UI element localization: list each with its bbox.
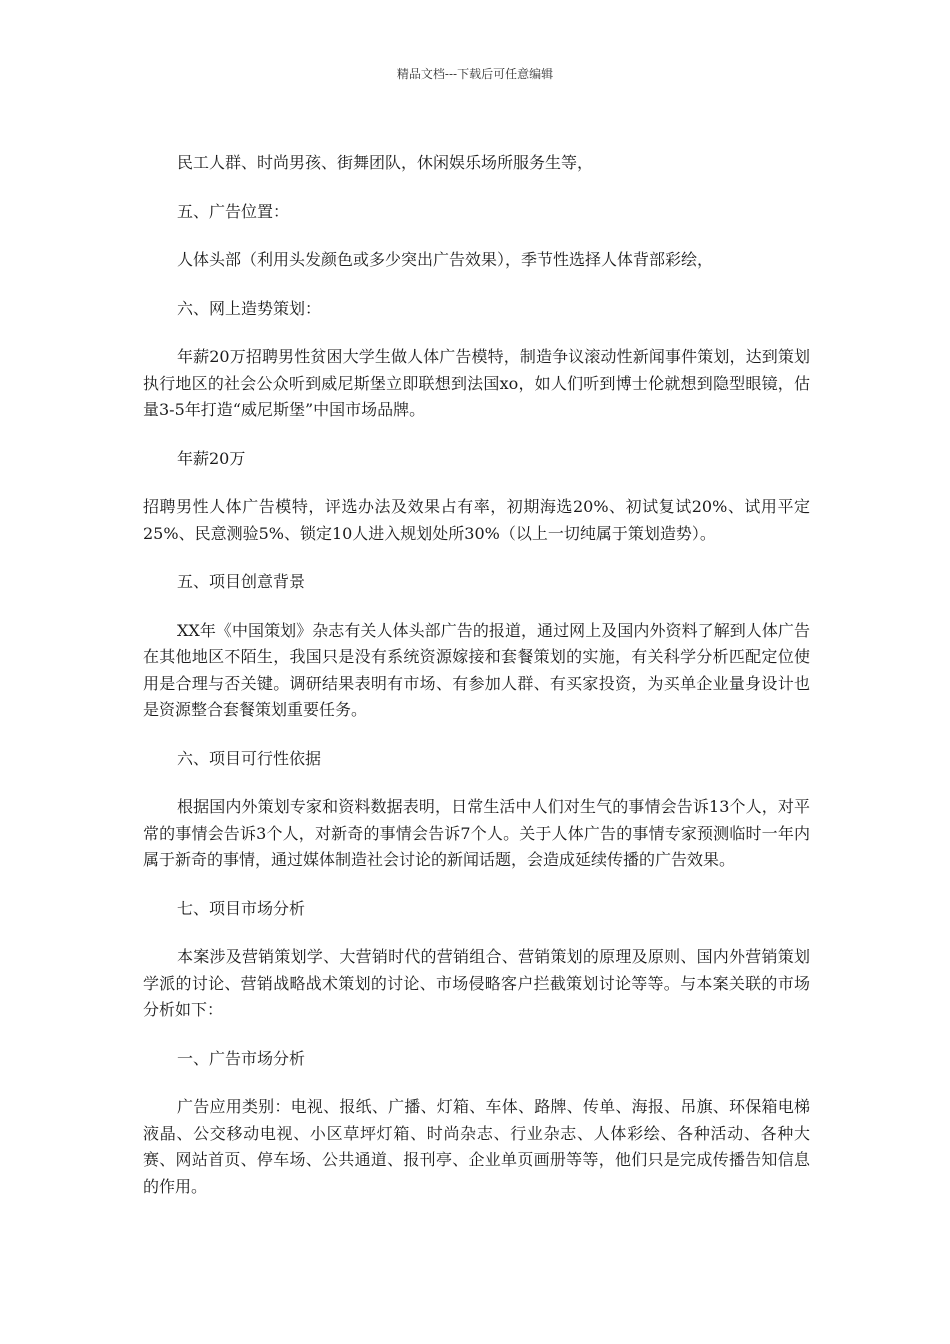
paragraph: 人体头部（利用头发颜色或多少突出广告效果），季节性选择人体背部彩绘， bbox=[177, 250, 714, 269]
paragraph: 年薪20万 bbox=[177, 448, 246, 468]
paragraph: 广告应用类别：电视、报纸、广播、灯箱、车体、路牌、传单、海报、吊旗、环保箱电梯液晶、公交移动电视、小区草坪灯箱、时尚杂志、行业杂志、人体彩绘、各种活动、各种大赛、网站首页、停车场、公共通道、报刊亭、企业单页画册等等，他们只是完成传播告知信息的作用。 bbox=[143, 1097, 810, 1196]
document-body bbox=[143, 150, 810, 1222]
paragraph: 民工人群、时尚男孩、街舞团队，休闲娱乐场所服务生等， bbox=[177, 153, 594, 172]
section-heading: 六、网上造势策划： bbox=[177, 298, 322, 318]
paragraph: 本案涉及营销策划学、大营销时代的营销组合、营销策划的原理及原则、国内外营销策划学派的讨论、营销战略战术策划的讨论、市场侵略客户拦截策划讨论等等。与本案关联的市场分析如下： bbox=[143, 947, 810, 1019]
section-heading: 七、项目市场分析 bbox=[177, 898, 306, 918]
paragraph: 招聘男性人体广告模特，评选办法及效果占有率，初期海选20%、初试复试20%、试用平定25%、民意测验5%、锁定10人进入规划处所30%（以上一切纯属于策划造势）。 bbox=[143, 497, 810, 543]
section-heading: 五、广告位置： bbox=[177, 201, 290, 221]
section-heading: 五、项目创意背景 bbox=[177, 572, 306, 591]
paragraph: 根据国内外策划专家和资料数据表明，日常生活中人们对生气的事情会告诉13个人，对平常的事情会告诉3个人，对新奇的事情会告诉7个人。关于人体广告的事情专家预测临时一年内属于新奇的事情，通过媒体制造社会讨论的新闻话题，会造成延续传播的广告效果。 bbox=[143, 797, 810, 869]
section-heading: 六、项目可行性依据 bbox=[177, 748, 322, 768]
paragraph: 年薪20万招聘男性贫困大学生做人体广告模特，制造争议滚动性新闻事件策划，达到策划执行地区的社会公众听到威尼斯堡立即联想到法国xo，如人们听到博士伦就想到隐型眼镜，估量3-5年打造“威尼斯堡”中国市场品牌。 bbox=[143, 347, 810, 419]
paragraph: XX年《中国策划》杂志有关人体头部广告的报道，通过网上及国内外资料了解到人体广告在其他地区不陌生，我国只是没有系统资源嫁接和套餐策划的实施，有关科学分析匹配定位使用是合理与否关键。调研结果表明有市场、有参加人群、有买家投资，为买单企业量身设计也是资源整合套餐策划重要任务。 bbox=[143, 620, 810, 719]
page-header: 精品文档---下载后可任意编辑 bbox=[396, 67, 554, 81]
section-heading: 一、广告市场分析 bbox=[177, 1048, 306, 1068]
